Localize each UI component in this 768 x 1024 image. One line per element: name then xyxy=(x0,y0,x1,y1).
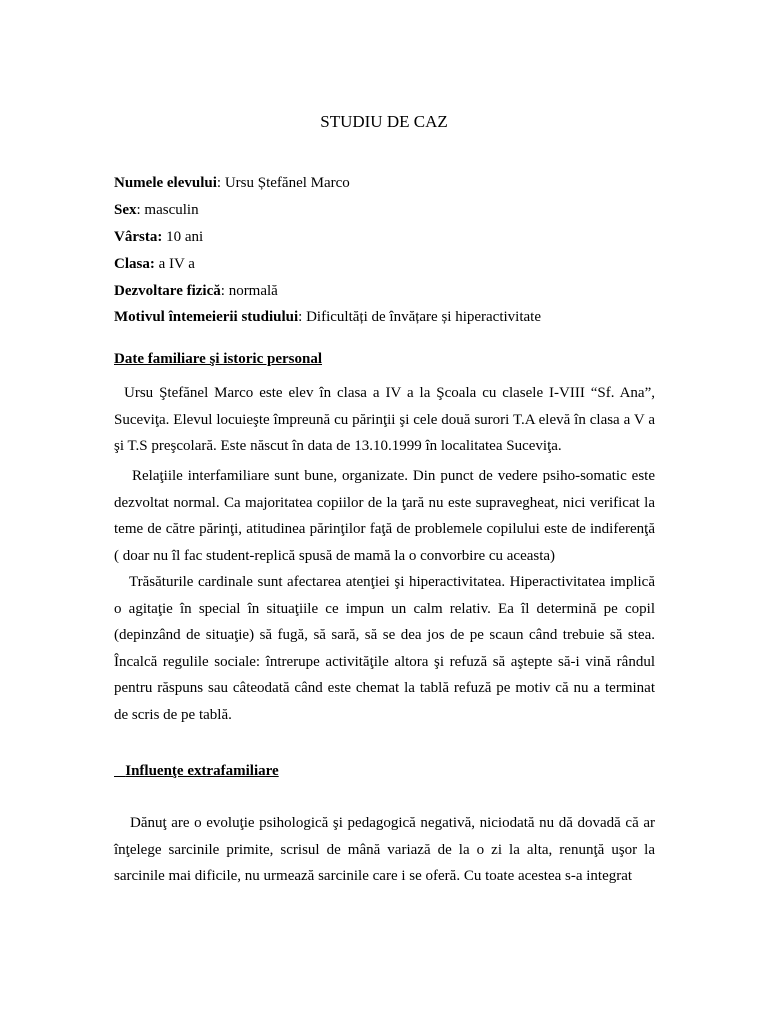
field-value: masculin xyxy=(144,202,199,218)
field-value: normală xyxy=(228,283,278,299)
field-separator: : xyxy=(298,309,307,325)
field-separator: : xyxy=(216,175,225,191)
field-label: Dezvoltare fizică xyxy=(114,283,221,299)
document-title: STUDIU DE CAZ xyxy=(320,112,448,131)
field-separator: : xyxy=(136,202,145,218)
field-label: Sex xyxy=(114,202,137,218)
field-value: Ursu Ștefănel Marco xyxy=(224,175,350,191)
field-value: Dificultăți de învățare și hiperactivitate xyxy=(306,309,541,325)
field-sex xyxy=(114,200,674,220)
field-value: a IV a xyxy=(158,256,195,272)
field-study-reason xyxy=(114,307,674,327)
paragraph-evolution xyxy=(114,810,655,890)
field-label: Vârsta: xyxy=(114,229,163,245)
field-class xyxy=(114,254,674,274)
heading-text: Influenţe extrafamiliare xyxy=(125,763,279,779)
paragraph-text: Ursu Ştefănel Marco este elev în clasa a IV a la Şcoala cu clasele I-VIII “Sf. Ana”, Suceviţa. Elevul locuieşte împreună cu părinţii şi cele două surori T.A elevă în clasa a V a şi T.S preşcolară. Este născut în data de 13.10.1999 în localitatea Suceviţa. xyxy=(114,385,655,454)
field-label: Clasa: xyxy=(114,256,155,272)
paragraph-text: Dănuţ are o evoluţie psihologică şi pedagogică negativă, niciodată nu dă dovadă că ar înţelege sarcinile primite, scrisul de mână variază de la o zi la alta, renunţă uşor la sarcinile mai dificile, nu urmează sarcinile care i se oferă. Cu toate acestea s-a integrat xyxy=(114,815,655,884)
paragraph-cardinal-traits xyxy=(114,569,655,728)
paragraph-text: Relaţiile interfamiliare sunt bune, organizate. Din punct de vedere psiho-somatic este dezvoltat normal. Ca majoritatea copiilor de la ţară nu este supravegheat, nici verificat la teme de către părinţi, atitudinea părinţilor faţă de problemele copilului este de indiferenţă ( doar nu îl fac student-replică spusă de mamă la o convorbire cu aceasta) xyxy=(114,468,655,564)
field-physical-development xyxy=(114,281,674,301)
field-age xyxy=(114,227,674,247)
field-value: 10 ani xyxy=(166,229,204,245)
field-label: Motivul întemeierii studiului xyxy=(114,309,299,325)
field-separator: : xyxy=(220,283,229,299)
section-heading-family: Date familiare şi istoric personal xyxy=(114,351,323,367)
paragraph-personal-history xyxy=(114,380,655,460)
field-student-name xyxy=(114,173,674,193)
paragraph-text: Trăsăturile cardinale sunt afectarea atenţiei şi hiperactivitatea. Hiperactivitatea implică o agitaţie în special în situaţiile ce impun un calm relativ. Ea îl determină pe copil (depinzând de situaţie) să fugă, să sară, să se dea jos de pe scaun când trebuie să stea. Încalcă regulile sociale: întrerupe activităţile altora şi refuză să aştepte să-i vină rândul pentru răspuns sau câteodată când este chemat la tablă refuză pe motiv că nu a terminat de scris de pe tablă. xyxy=(114,574,655,723)
field-label: Numele elevului xyxy=(114,175,217,191)
section-heading-extrafamily xyxy=(114,763,279,780)
paragraph-family-relations xyxy=(114,463,655,569)
